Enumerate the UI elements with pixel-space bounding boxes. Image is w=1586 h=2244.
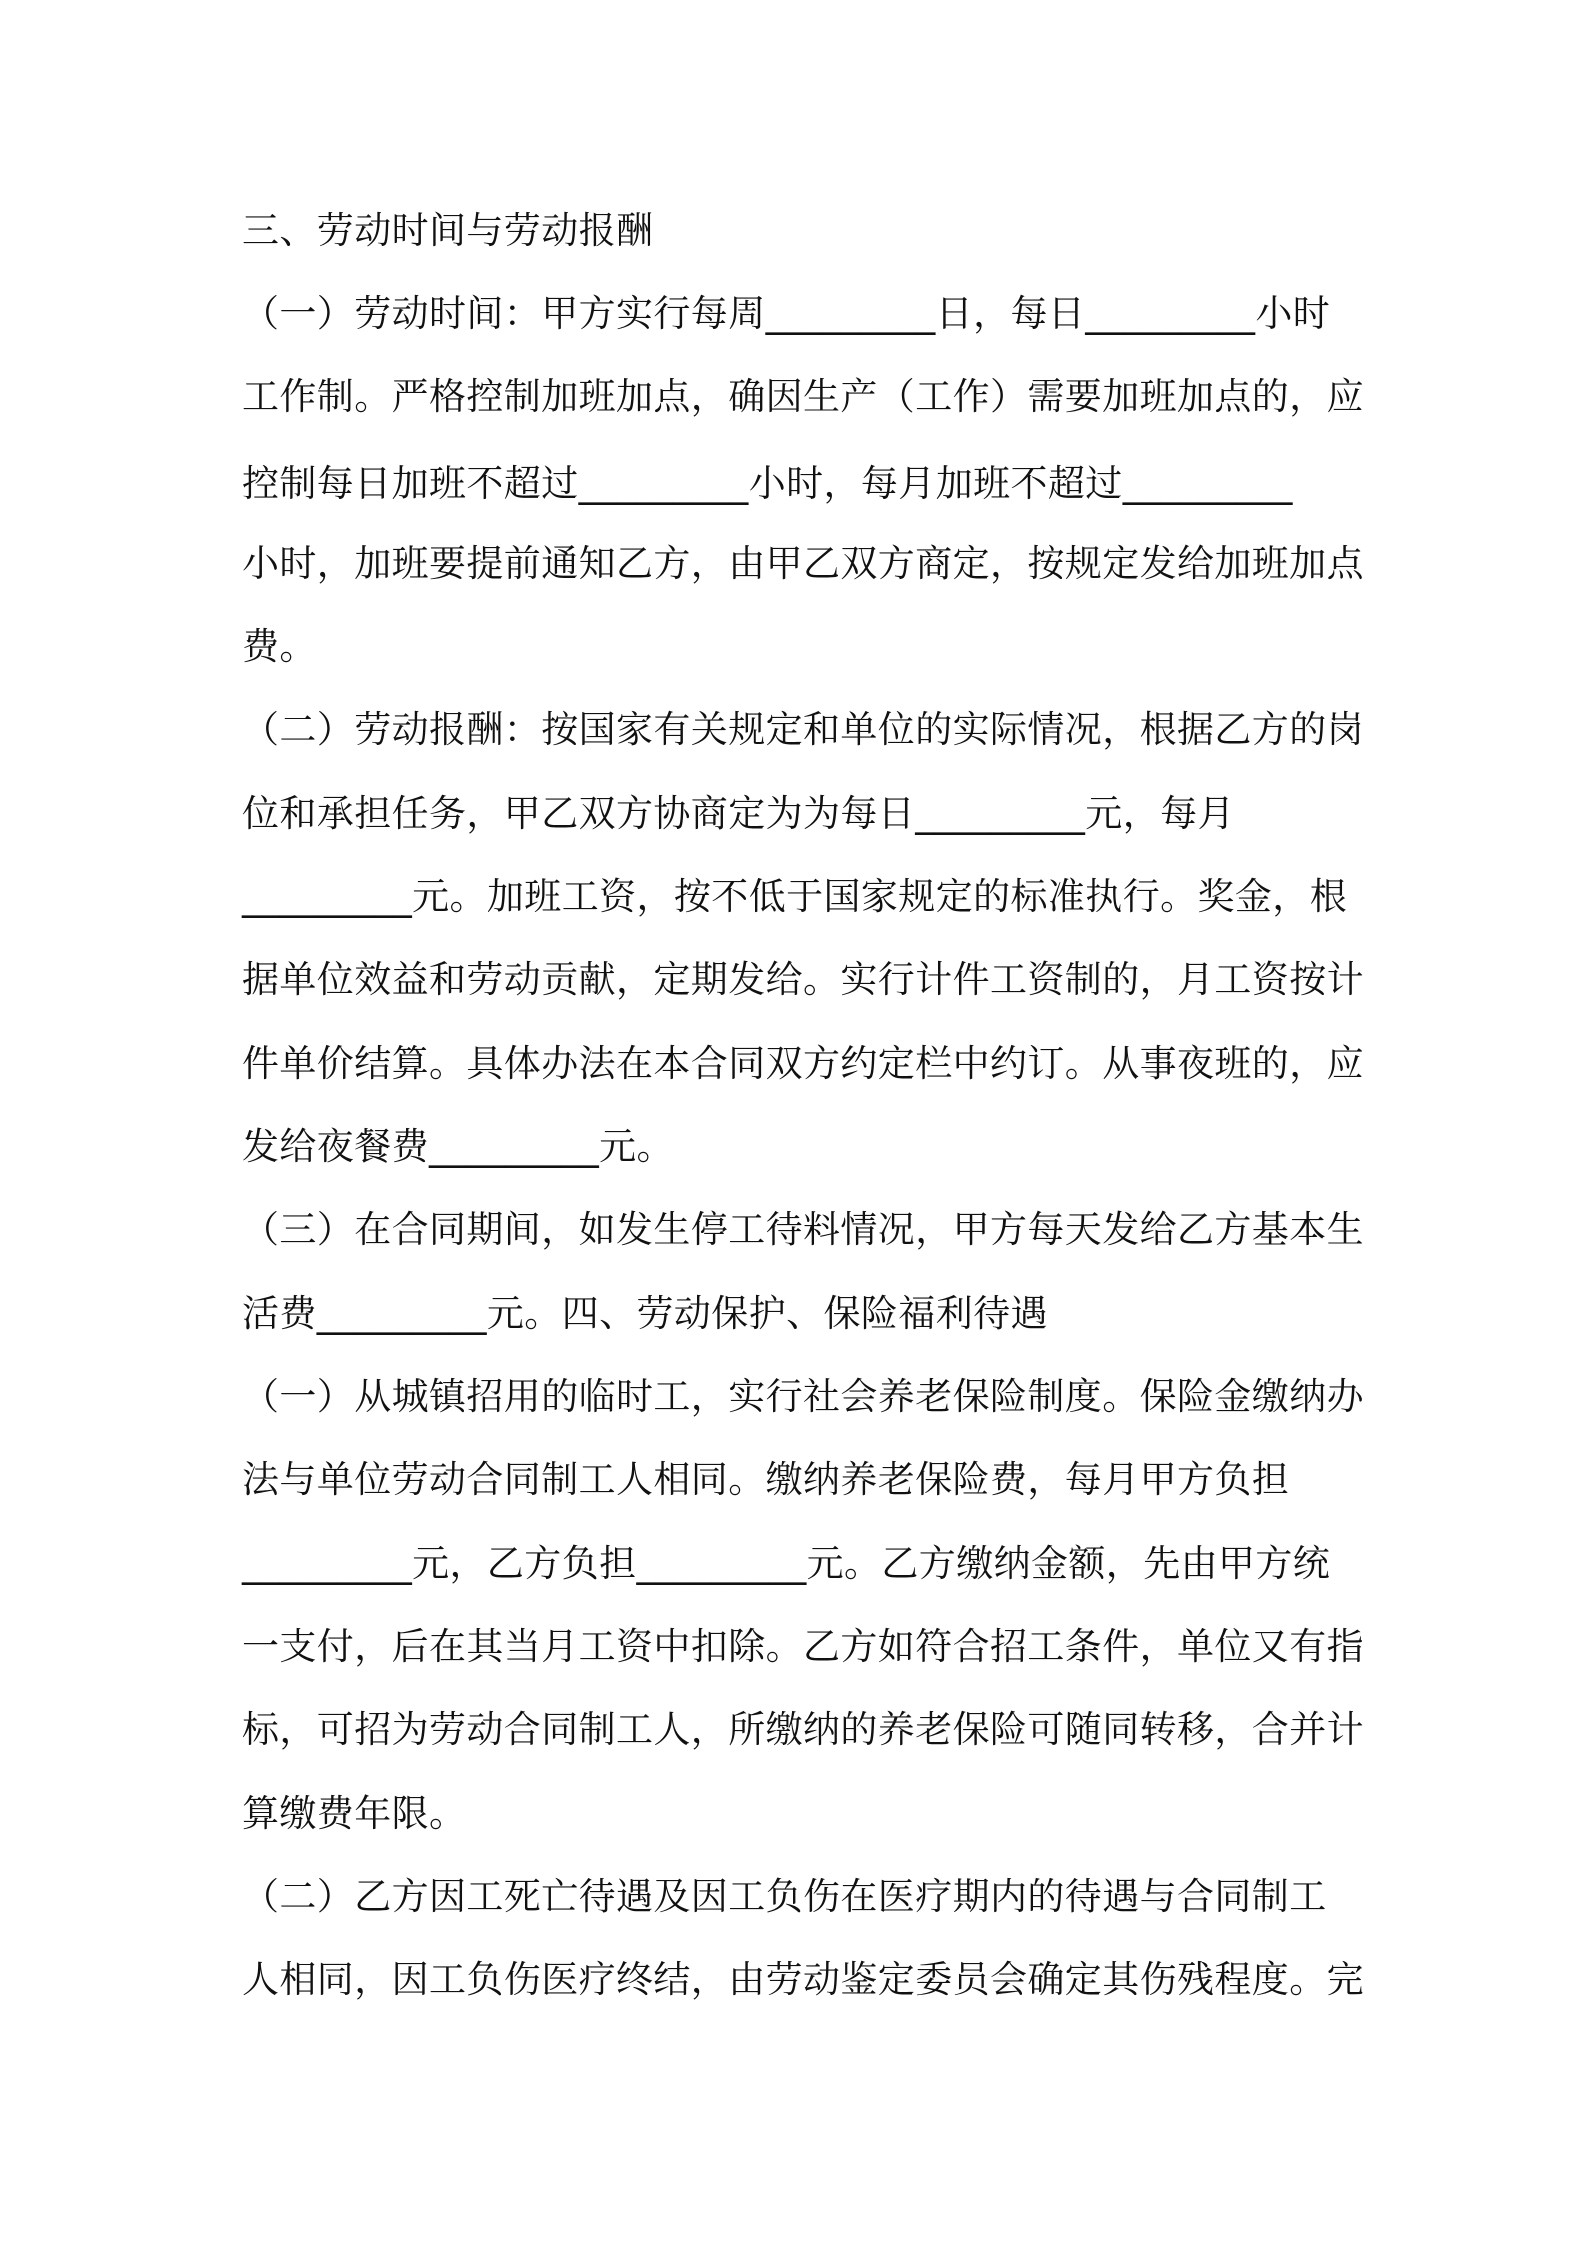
text-line-18: 标，可招为劳动合同制工人，所缴纳的养老保险可随同转移，合并计 [242, 1708, 1364, 1751]
text-line-21: 人相同，因工负伤医疗终结，由劳动鉴定委员会确定其伤残程度。完 [242, 1958, 1364, 2001]
text-line-8: _________元。加班工资，按不低于国家规定的标准执行。奖金，根 [242, 875, 1348, 918]
text-line-17: 一支付，后在其当月工资中扣除。乙方如符合招工条件，单位又有指 [242, 1625, 1364, 1668]
text-line-3: 控制每日加班不超过_________小时，每月加班不超过_________ [242, 462, 1293, 505]
text-line-12: （三）在合同期间，如发生停工待料情况，甲方每天发给乙方基本生 [242, 1208, 1364, 1251]
text-line-10: 件单价结算。具体办法在本合同双方约定栏中约订。从事夜班的，应 [242, 1042, 1364, 1085]
text-line-15: 法与单位劳动合同制工人相同。缴纳养老保险费，每月甲方负担 [242, 1458, 1290, 1501]
text-line-16: _________元，乙方负担_________元。乙方缴纳金额，先由甲方统 [242, 1542, 1331, 1585]
text-line-2: 工作制。严格控制加班加点，确因生产（工作）需要加班加点的，应 [242, 375, 1364, 418]
text-line-19: 算缴费年限。 [242, 1792, 467, 1835]
text-line-1: （一）劳动时间：甲方实行每周_________日，每日_________小时 [242, 292, 1331, 335]
text-line-20: （二）乙方因工死亡待遇及因工负伤在医疗期内的待遇与合同制工 [242, 1875, 1327, 1918]
text-line-6: （二）劳动报酬：按国家有关规定和单位的实际情况，根据乙方的岗 [242, 708, 1364, 751]
section-heading-labor-time-pay: 三、劳动时间与劳动报酬 [242, 209, 654, 252]
text-line-7: 位和承担任务，甲乙双方协商定为为每日_________元，每月 [242, 792, 1235, 835]
text-line-14: （一）从城镇招用的临时工，实行社会养老保险制度。保险金缴纳办 [242, 1375, 1364, 1418]
text-line-13: 活费_________元。四、劳动保护、保险福利待遇 [242, 1292, 1048, 1335]
text-line-5: 费。 [242, 625, 317, 668]
text-line-11: 发给夜餐费_________元。 [242, 1125, 674, 1168]
text-line-4: 小时，加班要提前通知乙方，由甲乙双方商定，按规定发给加班加点 [242, 542, 1364, 585]
text-line-9: 据单位效益和劳动贡献，定期发给。实行计件工资制的，月工资按计 [242, 958, 1364, 1001]
